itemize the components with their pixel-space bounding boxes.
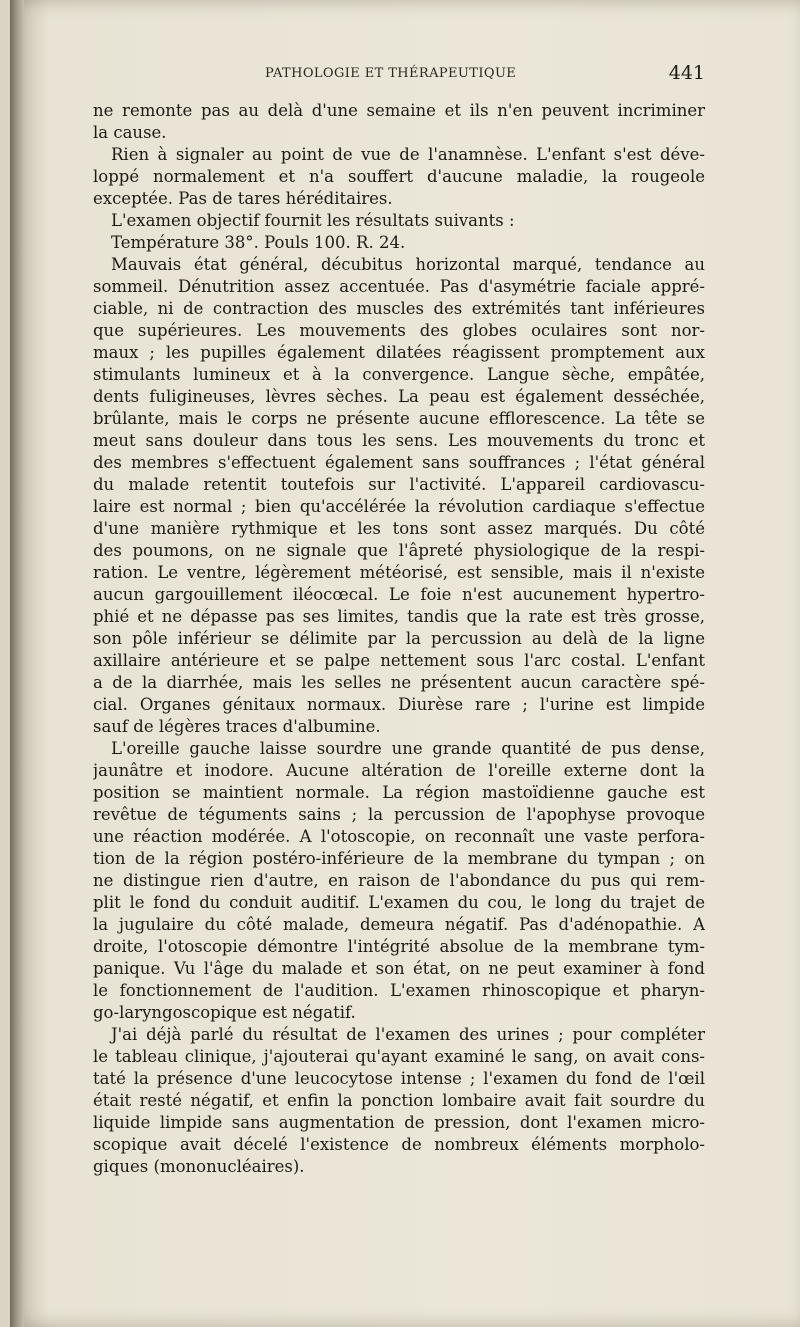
text-line: sommeil. Dénutrition assez accentuée. Pas d'asymétrie faciale appré-	[93, 277, 705, 296]
text-line: a de la diarrhée, mais les selles ne présentent aucun caractère spé-	[93, 673, 705, 692]
text-line: ration. Le ventre, légèrement météorisé, est sensible, mais il n'existe	[93, 563, 705, 582]
text-line: tion de la région postéro-inférieure de la membrane du tympan ; on	[93, 849, 705, 868]
text-line: que supérieures. Les mouvements des globes oculaires sont nor-	[93, 321, 705, 340]
body-text	[93, 100, 705, 1178]
page-header	[265, 62, 705, 88]
text-line: Rien à signaler au point de vue de l'anamnèse. L'enfant s'est déve-	[111, 145, 705, 164]
text-line: liquide limpide sans augmentation de pression, dont l'examen micro-	[93, 1113, 705, 1132]
text-line: Mauvais état général, décubitus horizontal marqué, tendance au	[111, 255, 705, 274]
text-line: panique. Vu l'âge du malade et son état, on ne peut examiner à fond	[93, 959, 705, 978]
text-line: cial. Organes génitaux normaux. Diurèse rare ; l'urine est limpide	[93, 695, 705, 714]
text-line: axillaire antérieure et se palpe nettement sous l'arc costal. L'enfant	[93, 651, 705, 670]
text-line: jaunâtre et inodore. Aucune altération de l'oreille externe dont la	[93, 761, 705, 780]
text-line: droite, l'otoscopie démontre l'intégrité absolue de la membrane tym-	[93, 937, 705, 956]
text-line: ne remonte pas au delà d'une semaine et ils n'en peuvent incriminer	[93, 101, 705, 120]
text-line: go-laryngoscopique est négatif.	[93, 1003, 356, 1022]
text-line: L'oreille gauche laisse sourdre une grande quantité de pus dense,	[111, 739, 705, 758]
text-line: maux ; les pupilles également dilatées réagissent promptement aux	[93, 343, 705, 362]
text-line: revêtue de téguments sains ; la percussion de l'apophyse provoque	[93, 805, 705, 824]
text-line: sauf de légères traces d'albumine.	[93, 717, 381, 736]
text-line: laire est normal ; bien qu'accélérée la révolution cardiaque s'effectue	[93, 497, 705, 516]
text-line: exceptée. Pas de tares héréditaires.	[93, 189, 393, 208]
book-page	[10, 0, 800, 1327]
text-line: une réaction modérée. A l'otoscopie, on reconnaît une vaste perfora-	[93, 827, 705, 846]
page-binding-edge	[10, 0, 24, 1327]
text-line: son pôle inférieur se délimite par la percussion au delà de la ligne	[93, 629, 705, 648]
running-head: PATHOLOGIE ET THÉRAPEUTIQUE	[265, 66, 517, 81]
text-line: L'examen objectif fournit les résultats suivants :	[111, 211, 515, 230]
text-line: position se maintient normale. La région mastoïdienne gauche est	[93, 783, 705, 802]
text-line: le tableau clinique, j'ajouterai qu'ayant examiné le sang, on avait cons-	[93, 1047, 705, 1066]
text-line: des membres s'effectuent également sans souffrances ; l'état général	[93, 453, 705, 472]
text-line: loppé normalement et n'a souffert d'aucune maladie, la rougeole	[93, 167, 705, 186]
text-line: phié et ne dépasse pas ses limites, tandis que la rate est très grosse,	[93, 607, 705, 626]
text-line: le fonctionnement de l'audition. L'examen rhinoscopique et pharyn-	[93, 981, 705, 1000]
text-line: meut sans douleur dans tous les sens. Les mouvements du tronc et	[93, 431, 705, 450]
text-line: plit le fond du conduit auditif. L'examen du cou, le long du trajet de	[93, 893, 705, 912]
text-line: brûlante, mais le corps ne présente aucune efflorescence. La tête se	[93, 409, 705, 428]
text-line: ciable, ni de contraction des muscles des extrémités tant inférieures	[93, 299, 705, 318]
text-line: Température 38°. Pouls 100. R. 24.	[111, 233, 406, 252]
text-line: stimulants lumineux et à la convergence. Langue sèche, empâtée,	[93, 365, 705, 384]
text-line: taté la présence d'une leucocytose intense ; l'examen du fond de l'œil	[93, 1069, 705, 1088]
text-line: était resté négatif, et enfin la ponction lombaire avait fait sourdre du	[93, 1091, 705, 1110]
text-line: ne distingue rien d'autre, en raison de l'abondance du pus qui rem-	[93, 871, 705, 890]
text-line: aucun gargouillement iléocœcal. Le foie n'est aucunement hypertro-	[93, 585, 705, 604]
text-line: dents fuligineuses, lèvres sèches. La peau est également desséchée,	[93, 387, 705, 406]
text-line: la jugulaire du côté malade, demeura négatif. Pas d'adénopathie. A	[93, 915, 705, 934]
text-line: des poumons, on ne signale que l'âpreté physiologique de la respi-	[93, 541, 705, 560]
text-line: giques (mononucléaires).	[93, 1157, 305, 1176]
page-number: 441	[668, 62, 705, 84]
text-line: du malade retentit toutefois sur l'activité. L'appareil cardiovascu-	[93, 475, 705, 494]
text-line: la cause.	[93, 123, 167, 142]
text-line: d'une manière rythmique et les tons sont assez marqués. Du côté	[93, 519, 705, 538]
text-line: J'ai déjà parlé du résultat de l'examen des urines ; pour compléter	[111, 1025, 705, 1044]
text-line: scopique avait décelé l'existence de nombreux éléments morpholo-	[93, 1135, 705, 1154]
